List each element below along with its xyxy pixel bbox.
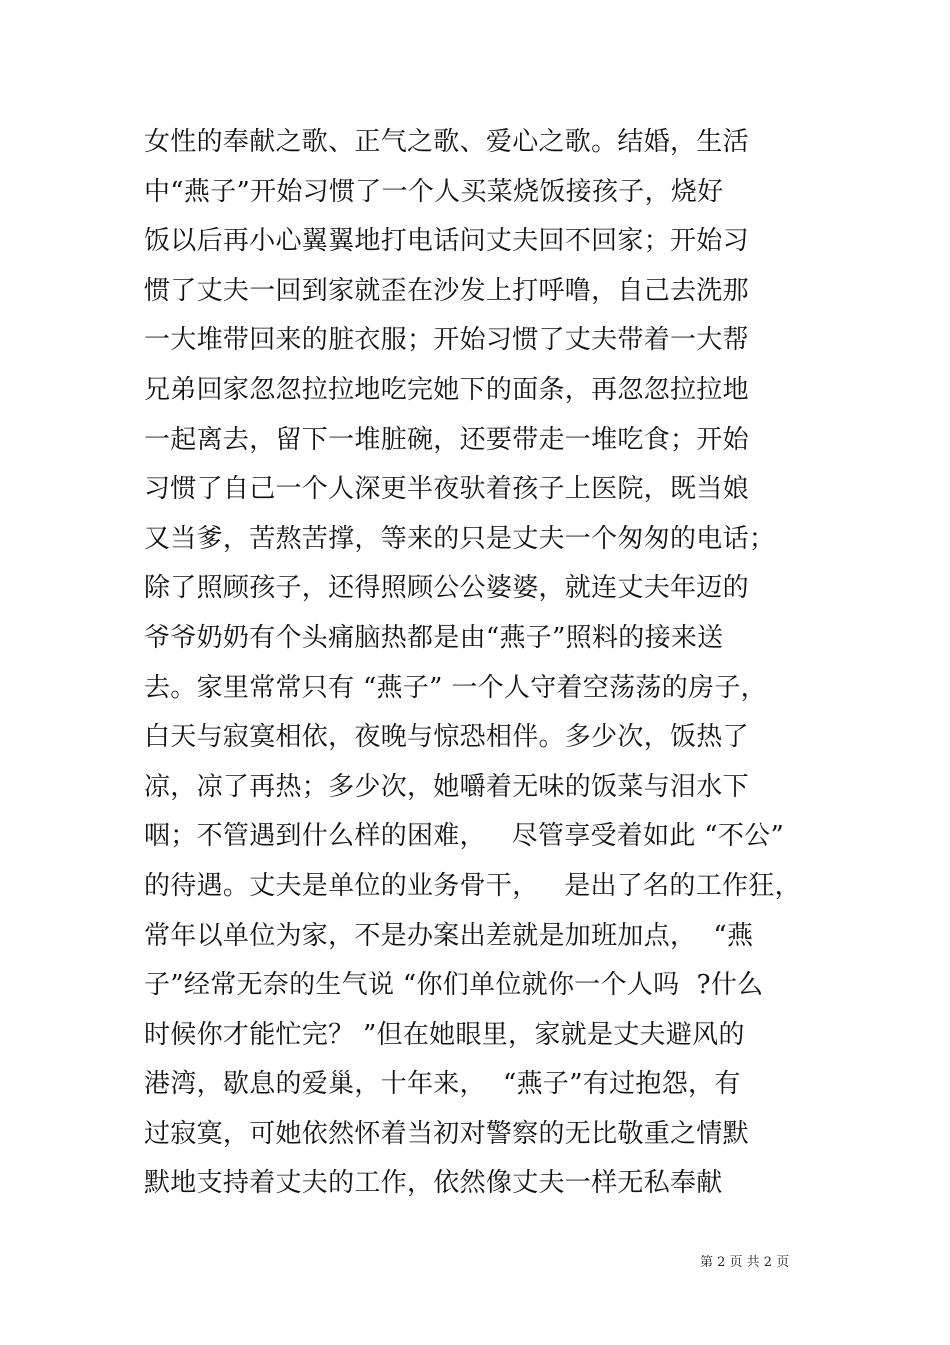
page-footer: 第 2 页 共 2 页 (700, 1255, 790, 1270)
text-line-2: 中“燕子”开始习惯了一个人买菜烧饭接孩子，烧好 (144, 176, 724, 207)
text-line-22: 默地支持着丈夫的工作，依然像丈夫一样无私奉献 (144, 1168, 723, 1199)
text-line-21: 过寂寞，可她依然怀着当初对警察的无比敬重之情默 (144, 1118, 749, 1149)
text-line-15: 咽；不管遇到什么样的困难， 尽管享受着如此 “不公” (144, 821, 785, 852)
text-line-19: 时候你才能忙完？ ”但在她眼里，家就是丈夫避风的 (144, 1019, 745, 1050)
text-line-11: 爷爷奶奶有个头痛脑热都是由“燕子”照料的接来送 (144, 622, 724, 653)
text-line-17: 常年以单位为家，不是办案出差就是加班加点， “燕 (144, 920, 754, 951)
text-line-12: 去。家里常常只有 “燕子” 一个人守着空荡荡的房子， (144, 672, 767, 703)
text-line-6: 兄弟回家忽忽拉拉地吃完她下的面条，再忽忽拉拉地 (144, 374, 749, 405)
text-line-14: 凉，凉了再热；多少次，她嚼着无味的饭菜与泪水下 (144, 771, 749, 802)
text-line-9: 又当爹，苦熬苦撑，等来的只是丈夫一个匆匆的电话； (144, 523, 776, 554)
body-text (144, 118, 824, 1209)
text-line-5: 一大堆带回来的脏衣服；开始习惯了丈夫带着一大帮 (144, 325, 749, 356)
text-line-7: 一起离去，留下一堆脏碗，还要带走一堆吃食；开始 (144, 424, 749, 455)
text-line-4: 惯了丈夫一回到家就歪在沙发上打呼噜，自己去洗那 (144, 275, 749, 306)
text-line-3: 饭以后再小心翼翼地打电话问丈夫回不回家；开始习 (144, 226, 749, 257)
text-line-13: 白天与寂寞相依，夜晚与惊恐相伴。多少次，饭热了 (144, 722, 749, 753)
text-line-20: 港湾，歇息的爱巢，十年来， “燕子”有过抱怨，有 (144, 1069, 741, 1100)
text-line-18: 子”经常无奈的生气说 “你们单位就你一个人吗 ?什么 (144, 970, 764, 1001)
text-line-16: 的待遇。丈夫是单位的业务骨干， 是出了名的工作狂， (144, 870, 801, 901)
text-line-10: 除了照顾孩子，还得照顾公公婆婆，就连丈夫年迈的 (144, 573, 749, 604)
text-line-1: 女性的奉献之歌、正气之歌、爱心之歌。结婚，生活 (144, 127, 749, 157)
text-line-8: 习惯了自己一个人深更半夜驮着孩子上医院，既当娘 (144, 474, 749, 505)
